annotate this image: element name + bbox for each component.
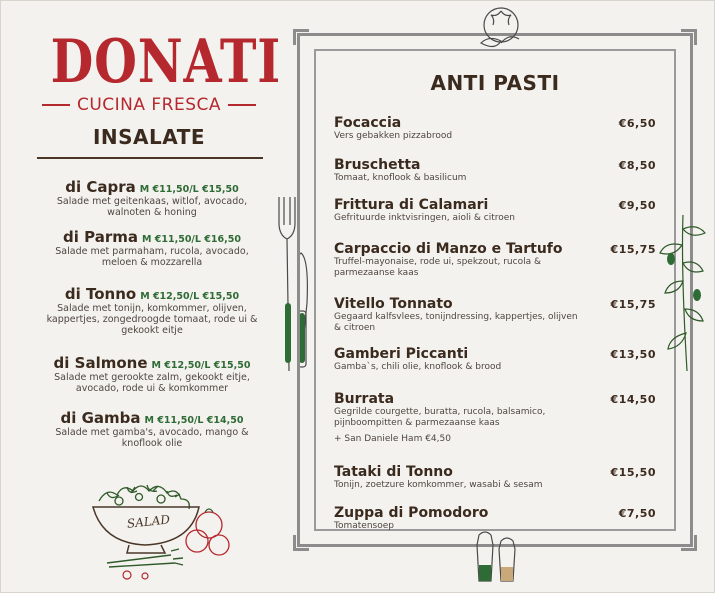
- dish-name: Vitello Tonnato: [334, 296, 453, 312]
- dish-item: [334, 391, 656, 445]
- dish-price: €7,50: [618, 507, 656, 520]
- dish-name: Tataki di Tonno: [334, 464, 453, 480]
- dish-price: €8,50: [618, 159, 656, 172]
- dish-name: Frittura di Calamari: [334, 197, 489, 213]
- dish-price: €15,75: [610, 298, 656, 311]
- divider: [42, 104, 70, 106]
- dish-extra: + San Daniele Ham €4,50: [334, 434, 451, 444]
- salad-name: di Capra: [65, 178, 136, 196]
- dish-description: Tomatensoep: [334, 521, 394, 531]
- salad-price: M €11,50/L €16,50: [142, 234, 241, 245]
- dish-description: Tomaat, knoflook & basilicum: [334, 173, 467, 183]
- brand-name: DONATI: [50, 27, 282, 97]
- salad-item: [39, 353, 265, 394]
- dish-name: Gamberi Piccanti: [334, 346, 469, 362]
- dish-description: Vers gebakken pizzabrood: [334, 131, 453, 141]
- salad-description: Salade met parmaham, rucola, avocado, meloen & mozzarella: [55, 246, 249, 268]
- antipasti-heading: ANTI PASTI: [430, 71, 560, 95]
- dish-description: Tonijn, zoetzure komkommer, wasabi & sesam: [334, 480, 543, 490]
- salad-price: M €12,50/L €15,50: [140, 291, 240, 302]
- salad-price: M €12,50/L €15,50: [151, 360, 251, 371]
- dish-item: [334, 346, 656, 373]
- frame-corner: [681, 29, 697, 45]
- dish-item: [334, 296, 656, 334]
- dish-price: €14,50: [610, 393, 656, 406]
- salt-pepper-icon: [463, 527, 523, 587]
- dish-price: €13,50: [610, 348, 656, 361]
- frame-corner: [293, 535, 309, 551]
- dish-name: Zuppa di Pomodoro: [334, 505, 489, 521]
- dish-price: €9,50: [618, 199, 656, 212]
- salad-description: Salade met geitenkaas, witlof, avocado, walnoten & honing: [56, 196, 248, 218]
- divider: [37, 157, 263, 159]
- salad-item: [39, 408, 265, 449]
- tomato-icon: [471, 3, 531, 55]
- dish-price: €6,50: [618, 117, 656, 130]
- salad-item: [39, 284, 265, 336]
- dish-name: Carpaccio di Manzo e Tartufo: [334, 241, 563, 257]
- dish-name: Focaccia: [334, 115, 402, 131]
- dish-description: Gamba`s, chili olie, knoflook & brood: [334, 362, 502, 372]
- frame-corner: [681, 535, 697, 551]
- dish-name: Burrata: [334, 391, 395, 407]
- dish-description: Truffel-mayonaise, rode ui, spekzout, rucola & parmezaanse kaas: [334, 257, 541, 278]
- dish-item: [334, 157, 656, 184]
- salad-name: di Parma: [63, 228, 139, 246]
- salad-description: Salade met tonijn, komkommer, olijven, kappertjes, zongedroogde tomaat, rode ui & gekookt eitje: [46, 303, 258, 336]
- salad-description: Salade met gamba's, avocado, mango & knoflook olie: [55, 427, 249, 449]
- divider: [228, 104, 256, 106]
- dish-item: [334, 505, 656, 532]
- salad-name: di Tonno: [64, 285, 137, 303]
- salad-bowl-icon: [79, 463, 239, 583]
- dish-name: Bruschetta: [334, 157, 421, 173]
- dish-description: Gegaard kalfsvlees, tonijndressing, kappertjes, olijven & citroen: [334, 312, 578, 333]
- dish-price: €15,50: [610, 466, 656, 479]
- bowl-label: SALAD: [126, 512, 171, 531]
- insalate-heading: INSALATE: [92, 125, 206, 149]
- dish-item: [334, 115, 656, 142]
- dish-description: Gegrilde courgette, buratta, rucola, balsamico, pijnboompitten & parmezaanse kaas: [334, 407, 546, 428]
- dish-price: €15,75: [610, 243, 656, 256]
- olive-branch-icon: [653, 211, 713, 381]
- salad-description: Salade met gerookte zalm, gekookt eitje, avocado, rode ui & komkommer: [54, 372, 250, 394]
- salad-item: [39, 227, 265, 268]
- salad-price: M €11,50/L €15,50: [139, 184, 239, 195]
- salad-item: [39, 177, 265, 218]
- dish-item: [334, 464, 656, 491]
- brand-logo: [29, 27, 282, 115]
- dish-description: Gefrituurde inktvisringen, aioli & citroen: [334, 213, 516, 223]
- dish-item: [334, 241, 656, 279]
- salad-name: di Salmone: [53, 354, 148, 372]
- frame-corner: [293, 29, 309, 45]
- dish-item: [334, 197, 656, 224]
- brand-subtitle-row: [29, 95, 269, 115]
- brand-subtitle: CUCINA FRESCA: [76, 95, 222, 115]
- salad-name: di Gamba: [60, 409, 141, 427]
- salad-price: M €11,50/L €14,50: [144, 415, 244, 426]
